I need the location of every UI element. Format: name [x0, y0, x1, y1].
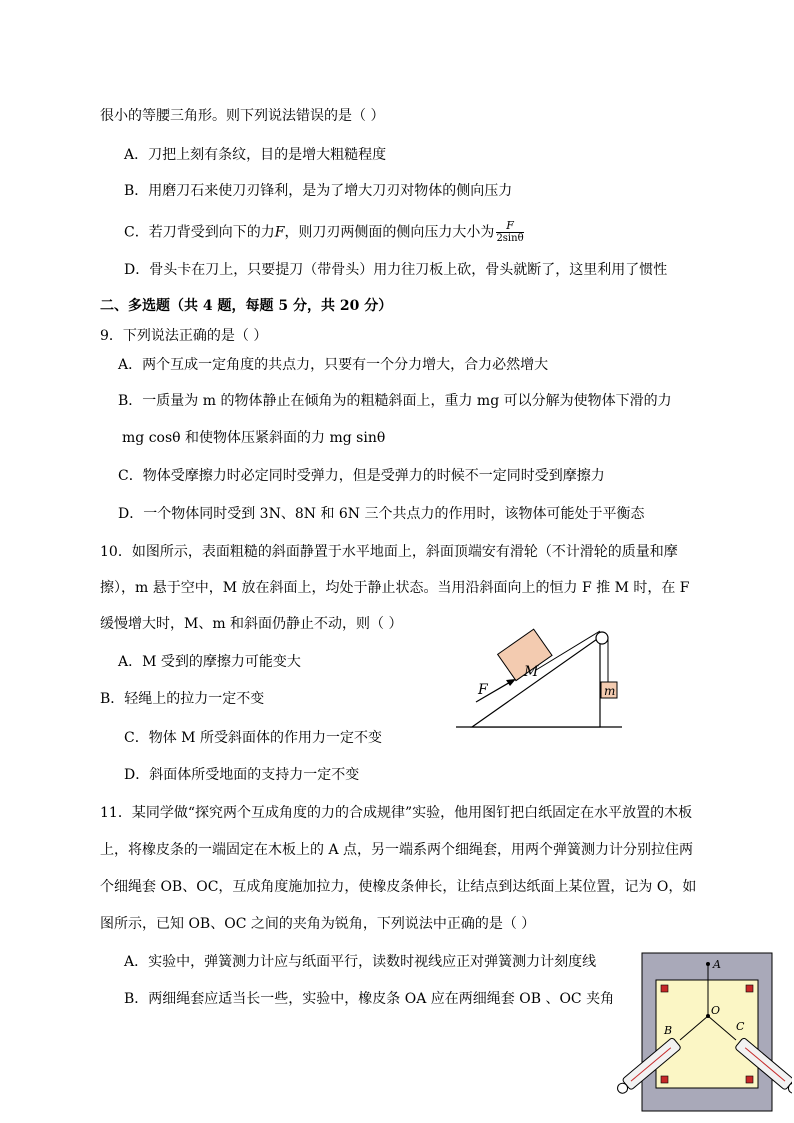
q10-option-b: B．轻绳上的拉力一定不变 [100, 691, 265, 707]
q10-incline-figure [454, 626, 624, 732]
fraction-denominator: 2sinθ [496, 233, 524, 244]
q8-stem-tail: 很小的等腰三角形。则下列说法错误的是（ ） [100, 108, 385, 124]
q9-option-b-line1: B．一质量为 m 的物体静止在倾角为的粗糙斜面上，重力 mg 可以分解为使物体下滑的力 [118, 393, 672, 409]
label-m: m [604, 684, 616, 698]
q11-option-a: A．实验中，弹簧测力计应与纸面平行，读数时视线应正对弹簧测力计刻度线 [124, 954, 597, 970]
q10-option-a: A．M 受到的摩擦力可能变大 [118, 654, 301, 670]
pin-top-right [746, 985, 753, 992]
q9-option-b-line2: mg cosθ 和使物体压紧斜面的力 mg sinθ [122, 430, 386, 446]
q8-option-b: B．用磨刀石来使刀刃锋利，是为了增大刀刃对物体的侧向压力 [124, 183, 513, 199]
q10-option-d: D．斜面体所受地面的支持力一定不变 [124, 767, 360, 783]
label-A: A [713, 958, 721, 971]
q11-option-b: B．两细绳套应适当长一些，实验中，橡皮条 OA 应在两细绳套 OB 、OC 夹角 [124, 991, 615, 1007]
q10-stem-line3: 缓慢增大时，M、m 和斜面仍静止不动，则（ ） [100, 616, 403, 632]
q8-option-c-mid: ，则刀刃两侧面的侧向压力大小为 [284, 224, 495, 241]
label-O: O [711, 1004, 721, 1017]
q8-option-c [124, 220, 526, 245]
force-arrowhead [506, 679, 516, 686]
label-C: C [736, 1020, 745, 1033]
q11-stem-line3: 个细绳套 OB、OC，互成角度施加拉力，使橡皮条伸长，让结点到达纸面上某位置，记为 O，如 [100, 879, 697, 895]
q9-stem: 9．下列说法正确的是（ ） [100, 328, 268, 344]
q8-option-c-var: F [274, 224, 285, 241]
fraction-numerator: F [496, 220, 523, 233]
q11-stem-line2: 上，将橡皮条的一端固定在木板上的 A 点，另一端系两个细绳套，用两个弹簧测力计分别拉住两 [100, 842, 694, 858]
label-F: F [478, 682, 488, 698]
q10-stem-line2: 擦），m 悬于空中，M 放在斜面上，均处于静止状态。当用沿斜面向上的恒力 F 推 M 时，在 F [100, 580, 690, 596]
pin-bottom-left [661, 1076, 668, 1083]
q8-option-d: D．骨头卡在刀上，只要提刀（带骨头）用力往刀板上砍，骨头就断了，这里利用了惯性 [124, 262, 668, 278]
q9-option-a: A．两个互成一定角度的共点力，只要有一个分力增大，合力必然增大 [118, 357, 549, 373]
q11-board-figure [616, 950, 792, 1115]
q10-option-c: C．物体 M 所受斜面体的作用力一定不变 [124, 730, 382, 746]
section-heading-multiple-choice: 二、多选题（共 4 题，每题 5 分，共 20 分） [100, 298, 393, 314]
pulley [596, 632, 608, 644]
label-B: B [664, 1024, 673, 1037]
pin-bottom-right [746, 1076, 753, 1083]
pin-top-left [661, 985, 668, 992]
fraction-f-over-2sin [496, 220, 523, 245]
q8-option-c-prefix: C．若刀背受到向下的力 [124, 224, 275, 241]
q10-stem-line1: 10．如图所示，表面粗糙的斜面静置于水平地面上，斜面顶端安有滑轮（不计滑轮的质量和摩 [100, 544, 678, 560]
q8-option-a: A．刀把上刻有条纹，目的是增大粗糙程度 [124, 147, 387, 163]
q9-option-d: D．一个物体同时受到 3N、8N 和 6N 三个共点力的作用时，该物体可能处于平衡态 [118, 506, 645, 522]
label-M: M [524, 664, 539, 680]
q11-stem-line1: 11．某同学做“探究两个互成角度的力的合成规律”实验，他用图钉把白纸固定在水平放置的木板 [100, 805, 693, 821]
q11-stem-line4: 图所示，已知 OB、OC 之间的夹角为锐角，下列说法中正确的是（ ） [100, 916, 536, 932]
q9-option-c: C．物体受摩擦力时必定同时受弹力，但是受弹力的时候不一定同时受到摩擦力 [118, 468, 605, 484]
